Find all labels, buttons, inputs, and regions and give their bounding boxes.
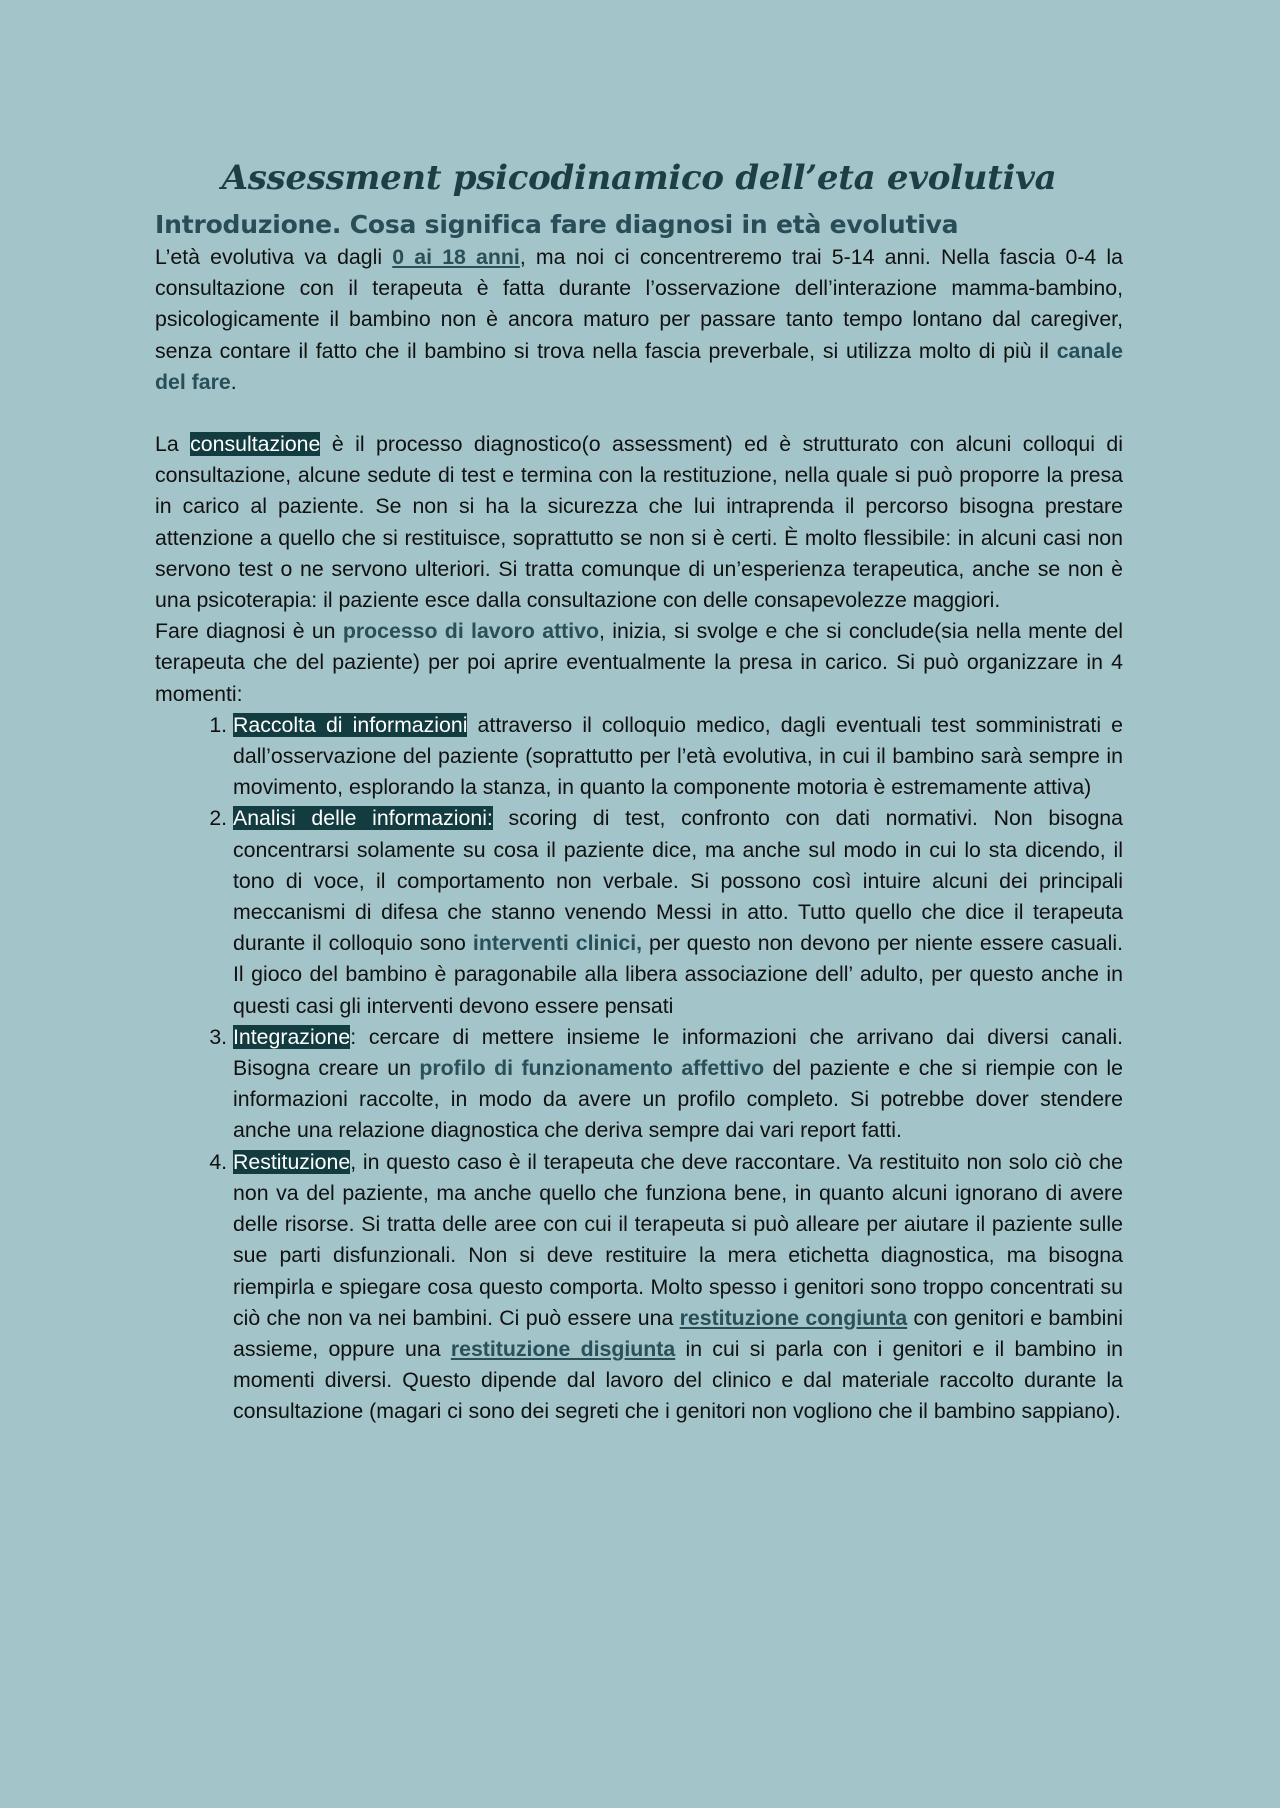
keyword-interventi-clinici: interventi clinici, — [472, 931, 643, 956]
text-span: . — [230, 369, 237, 394]
text-span: del paziente e che si riempie con le informazioni raccolte, in modo da avere un profilo completo. Si potrebbe dover stendere anche una relazione diagnostica che deriva sempre dai vari report fatti. — [233, 1056, 1123, 1143]
highlight-restituzione: Restituzione — [233, 1149, 351, 1174]
restituzione-disgiunta-link[interactable]: restituzione disgiunta — [450, 1336, 676, 1361]
consultazione-paragraph — [155, 429, 1123, 616]
keyword-profilo-funzionamento: profilo di funzionamento affettivo — [419, 1056, 765, 1081]
list-item — [233, 1022, 1123, 1147]
keyword-canale-del-fare: canale del fare — [155, 338, 1123, 394]
list-item — [233, 803, 1123, 1021]
age-range-link[interactable]: 0 ai 18 anni — [392, 245, 520, 269]
text-span: è il processo diagnostico(o assessment) ed è strutturato con alcuni colloqui di consultazione, alcune sedute di test e termina con la restituzione, nella quale si può proporre la presa in carico al paziente. Se non si ha la sicurezza che lui intraprenda il percorso bisogna prestare attenzione a quello che si restituisce, soprattutto se non si è certi. È molto flessibile: in alcuni casi non servono test o ne servono ulteriori. Si tratta comunque di un’esperienza terapeutica, anche se non è una psicoterapia: il paziente esce dalla consultazione con delle consapevolezze maggiori. — [155, 432, 1123, 613]
list-item — [233, 1147, 1123, 1428]
text-span: Fare diagnosi è un — [155, 619, 343, 644]
diagnosi-paragraph — [155, 616, 1123, 710]
section-heading: Introduzione. Cosa significa fare diagnosi in età evolutiva — [155, 210, 959, 239]
text-span: con genitori e bambini assieme, oppure una — [233, 1305, 1123, 1361]
highlight-raccolta: Raccolta di informazioni — [233, 712, 468, 737]
intro-paragraph — [155, 242, 1123, 398]
highlight-integrazione: Integrazione — [233, 1024, 351, 1049]
text-span: per questo non devono per niente essere casuali. Il gioco del bambino è paragonabile alla libera associazione dell’ adulto, per questo anche in questi casi gli interventi devono essere pensati — [233, 931, 1124, 1018]
moments-list — [155, 710, 1123, 1428]
text-span: : cercare di mettere insieme le informazioni che arrivano dai diversi canali. Bisogna creare un — [233, 1024, 1123, 1081]
text-span: , ma noi ci concentreremo trai 5-14 anni. Nella fascia 0-4 la consultazione con il terapeuta è fatta durante l’osservazione dell’interazione mamma-bambino, psicologicamente il bambino non è ancora maturo per passare tanto tempo lontano dal caregiver, senza contare il fatto che il bambino si trova nella fascia preverbale, si utilizza molto di più il — [155, 245, 1124, 363]
text-span: , in questo caso è il terapeuta che deve raccontare. Va restituito non solo ciò che non va del paziente, ma anche quello che funziona bene, in quanto alcuni ignorano di avere delle risorse. Si tratta delle aree con cui il terapeuta si può alleare per aiutare il paziente sulle sue parti disfunzionali. Non si deve restituire la mera etichetta diagnostica, ma bisogna riempirla e spiegare cosa questo comporta. Molto spesso i genitori sono troppo concentrati su ciò che non va nei bambini. Ci può essere una — [233, 1149, 1123, 1330]
paragraph-gap — [155, 398, 1123, 429]
keyword-processo-lavoro-attivo: processo di lavoro attivo — [342, 619, 600, 644]
text-span: , inizia, si svolge e che si conclude(sia nella mente del terapeuta che del paziente) per poi aprire eventualmente la presa in carico. Si può organizzare in 4 momenti: — [155, 619, 1123, 706]
highlight-consultazione: consultazione — [190, 432, 321, 457]
text-span: L’età evolutiva va dagli — [155, 245, 393, 269]
document-title: Assessment psicodinamico dell’eta evolutiva — [221, 158, 1057, 198]
list-item — [233, 710, 1123, 804]
document-page — [155, 150, 1123, 1428]
highlight-analisi: Analisi delle informazioni: — [233, 806, 493, 831]
text-span: La — [155, 432, 191, 457]
text-span: in cui si parla con i genitori e il bambino in momenti diversi. Questo dipende dal lavoro del clinico e dal materiale raccolto durante la consultazione (magari ci sono dei segreti che i genitori non vogliono che il bambino sappiano). — [233, 1336, 1123, 1424]
text-span: attraverso il colloquio medico, dagli eventuali test somministrati e dall’osservazione del paziente (soprattutto per l’età evolutiva, in cui il bambino sarà sempre in movimento, esplorando la stanza, in quanto la componente motoria è estremamente attiva) — [233, 712, 1123, 800]
text-span: scoring di test, confronto con dati normativi. Non bisogna concentrarsi solamente su cosa il paziente dice, ma anche sul modo in cui lo sta dicendo, il tono di voce, il comportamento non verbale. Si possono così intuire alcuni dei principali meccanismi di difesa che stanno venendo Messi in atto. Tutto quello che dice il terapeuta durante il colloquio sono — [233, 806, 1123, 956]
restituzione-congiunta-link[interactable]: restituzione congiunta — [679, 1305, 908, 1330]
